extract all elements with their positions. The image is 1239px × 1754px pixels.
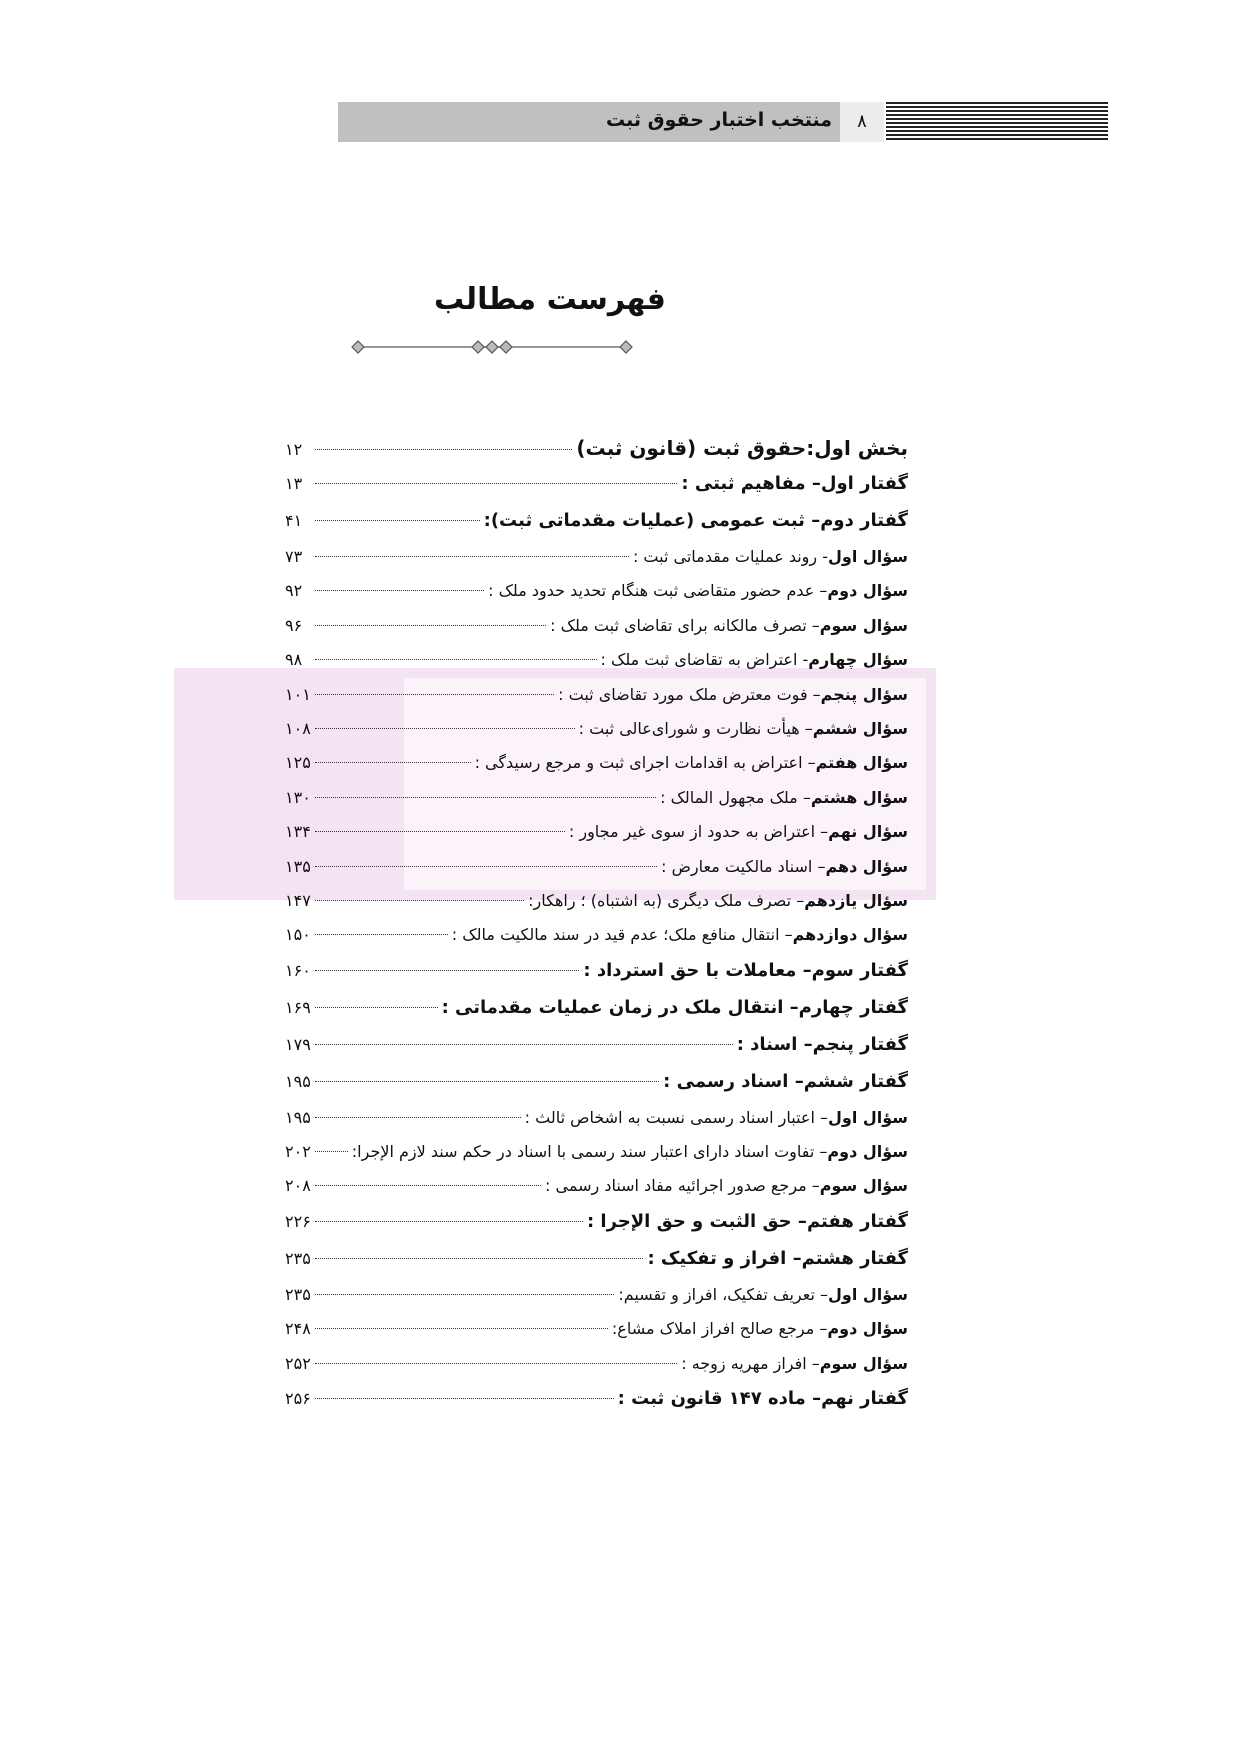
- toc-entry[interactable]: [285, 1319, 908, 1353]
- toc-entry[interactable]: [285, 510, 908, 547]
- entry-title: – افراز و تفکیک :: [647, 1247, 802, 1269]
- entry-title: – انتقال منافع ملک؛ عدم قید در سند مالکیت مالک :: [451, 925, 793, 945]
- entry-page-number: ۱۳: [285, 474, 303, 493]
- toc-entry[interactable]: [285, 1071, 908, 1108]
- toc-entry[interactable]: [285, 788, 908, 822]
- toc-entry[interactable]: [285, 1211, 908, 1248]
- leader-dots: [315, 1007, 438, 1008]
- toc-entry[interactable]: [285, 891, 908, 925]
- toc-entry[interactable]: [285, 1176, 908, 1210]
- toc-entry[interactable]: [285, 719, 908, 753]
- entry-page-number: ۱۹۵: [285, 1071, 311, 1091]
- leader-dots: [315, 1117, 521, 1118]
- entry-lead: سؤال هشتم: [810, 787, 908, 807]
- entry-page-number: ۱۶۰: [285, 960, 311, 980]
- leader-dots: [315, 900, 524, 901]
- entry-title: – مرجع صدور اجرائیه مفاد اسناد رسمی :: [545, 1176, 820, 1196]
- leader-dots: [315, 1221, 583, 1222]
- leader-dots: [315, 520, 480, 521]
- entry-lead: سؤال یازدهم: [804, 890, 908, 910]
- entry-page-number: ۷۳: [285, 547, 303, 566]
- entry-page-number: ۱۰۸: [285, 718, 311, 738]
- entry-page-number: ۱۲۵: [285, 753, 311, 773]
- entry-title: حقوق ثبت (قانون ثبت): [576, 436, 807, 460]
- entry-lead: گفتار چهارم: [798, 996, 908, 1018]
- entry-page-number: ۲۵۶: [285, 1389, 311, 1409]
- entry-lead: گفتار دوم: [820, 510, 908, 531]
- leader-dots: [315, 483, 677, 484]
- leader-dots: [315, 659, 597, 660]
- entry-title: – اعتراض به حدود از سوی غیر مجاور :: [568, 822, 829, 842]
- entry-page-number: ۱۹۵: [285, 1107, 311, 1127]
- leader-dots: [315, 556, 629, 557]
- page-number: ۸: [840, 102, 884, 142]
- toc-entry[interactable]: [285, 1142, 908, 1176]
- entry-page-number: ۱۷۹: [285, 1034, 311, 1054]
- toc-entry[interactable]: [285, 822, 908, 856]
- toc-entry[interactable]: [285, 1285, 908, 1319]
- toc-entry[interactable]: [285, 473, 908, 510]
- leader-dots: [315, 728, 575, 729]
- entry-title: – تصرف مالکانه برای تقاضای ثبت ملک :: [550, 615, 820, 635]
- entry-lead: سؤال پنجم: [820, 684, 908, 704]
- entry-title: – اسناد رسمی :: [663, 1070, 804, 1092]
- leader-dots: [315, 1328, 608, 1329]
- entry-lead: سؤال دوم: [827, 581, 908, 601]
- entry-page-number: ۱۳۴: [285, 822, 311, 842]
- toc-entry[interactable]: [285, 685, 908, 719]
- toc-entry[interactable]: [285, 960, 908, 997]
- entry-lead: گفتار نهم: [821, 1388, 908, 1410]
- entry-lead: سؤال چهارم: [808, 650, 908, 670]
- leader-dots: [315, 970, 579, 971]
- entry-title: – تعریف تفکیک، افراز و تقسیم:: [618, 1284, 828, 1304]
- entry-lead: سؤال دهم: [825, 856, 908, 876]
- entry-title: - روند عملیات مقدماتی ثبت :: [632, 547, 828, 566]
- entry-page-number: ۹۸: [285, 650, 303, 670]
- toc-entry[interactable]: [285, 616, 908, 650]
- entry-page-number: ۲۲۶: [285, 1211, 311, 1231]
- header-stripes-decoration: [886, 102, 1108, 142]
- entry-title: – فوت معترض ملک مورد تقاضای ثبت :: [558, 684, 821, 704]
- leader-dots: [315, 1185, 541, 1186]
- leader-dots: [315, 1398, 614, 1399]
- leader-dots: [315, 1363, 677, 1364]
- toc-entry[interactable]: [285, 1388, 908, 1425]
- toc-entry[interactable]: [285, 1034, 908, 1071]
- leader-dots: [315, 694, 554, 695]
- leader-dots: [315, 831, 565, 832]
- entry-page-number: ۱۶۹: [285, 997, 311, 1017]
- toc-entry[interactable]: [285, 1248, 908, 1285]
- entry-lead: گفتار پنجم: [812, 1033, 908, 1055]
- entry-page-number: ۲۴۸: [285, 1319, 311, 1339]
- entry-page-number: ۲۰۲: [285, 1142, 311, 1162]
- entry-title: – هیأت نظارت و شورای‌عالی ثبت :: [578, 718, 813, 738]
- entry-page-number: ۱۵۰: [285, 925, 311, 945]
- toc-entry[interactable]: [285, 436, 908, 473]
- leader-dots: [315, 449, 572, 450]
- entry-lead: سؤال ششم: [812, 718, 908, 738]
- entry-title: – عدم حضور متقاضی ثبت هنگام تحدید حدود ملک :: [488, 581, 828, 601]
- table-of-contents: [285, 436, 908, 1425]
- leader-dots: [315, 1044, 733, 1045]
- toc-entry[interactable]: [285, 1354, 908, 1388]
- title-ornament-divider: [350, 336, 640, 358]
- entry-page-number: ۱۲: [285, 440, 303, 459]
- running-header-bar: [338, 102, 840, 142]
- entry-page-number: ۲۰۸: [285, 1176, 311, 1196]
- toc-entry[interactable]: [285, 581, 908, 615]
- entry-lead: سؤال دوم: [827, 1142, 908, 1162]
- book-title: منتخب اختبار حقوق ثبت: [606, 109, 832, 131]
- toc-entry[interactable]: [285, 925, 908, 959]
- entry-title: – افراز مهریه زوجه :: [681, 1353, 820, 1373]
- entry-lead: گفتار سوم: [811, 959, 908, 981]
- entry-title: – ماده ۱۴۷ قانون ثبت :: [617, 1388, 822, 1410]
- entry-lead: سؤال سوم: [819, 1176, 908, 1196]
- entry-page-number: ۲۵۲: [285, 1353, 311, 1373]
- entry-page-number: ۱۳۰: [285, 787, 311, 807]
- leader-dots: [315, 1151, 348, 1152]
- leader-dots: [315, 590, 484, 591]
- entry-page-number: ۹۶: [285, 615, 303, 635]
- entry-title: – انتقال ملک در زمان عملیات مقدماتی :: [441, 996, 799, 1018]
- entry-title: – تفاوت اسناد دارای اعتبار سند رسمی با اسناد در حکم سند لازم الإجرا:: [351, 1142, 828, 1162]
- page-title: فهرست مطالب: [434, 282, 666, 317]
- entry-lead: سؤال دوم: [827, 1319, 908, 1339]
- entry-title: – اسناد :: [736, 1033, 813, 1055]
- entry-page-number: ۲۳۵: [285, 1284, 311, 1304]
- entry-page-number: ۲۳۵: [285, 1248, 311, 1268]
- entry-title: – مفاهیم ثبتی :: [681, 473, 821, 494]
- toc-entry[interactable]: [285, 547, 908, 581]
- entry-page-number: ۱۳۵: [285, 856, 311, 876]
- entry-title: - اعتراض به تقاضای ثبت ملک :: [600, 650, 809, 670]
- entry-lead: سؤال سوم: [819, 1353, 908, 1373]
- leader-dots: [315, 1081, 659, 1082]
- entry-title: – حق الثبت و حق الإجرا :: [586, 1210, 807, 1232]
- entry-lead: سؤال اول: [827, 547, 908, 566]
- entry-title: – ثبت عمومی (عملیات مقدماتی ثبت):: [483, 510, 821, 531]
- leader-dots: [315, 797, 656, 798]
- entry-title: – تصرف ملک دیگری (به اشتباه) ؛ راهکار:: [528, 890, 805, 910]
- leader-dots: [315, 934, 448, 935]
- entry-lead: سؤال نهم: [828, 822, 908, 842]
- entry-title: – اعتراض به اقدامات اجرای ثبت و مرجع رسیدگی :: [474, 753, 816, 773]
- entry-title: – اعتبار اسناد رسمی نسبت به اشخاص ثالث :: [524, 1107, 828, 1127]
- entry-page-number: ۹۲: [285, 581, 303, 601]
- entry-lead: سؤال اول: [827, 1284, 908, 1304]
- entry-page-number: ۱۴۷: [285, 890, 311, 910]
- leader-dots: [315, 762, 471, 763]
- entry-title: – اسناد مالکیت معارض :: [661, 856, 826, 876]
- leader-dots: [315, 625, 546, 626]
- entry-page-number: ۴۱: [285, 511, 303, 530]
- toc-entry[interactable]: [285, 650, 908, 684]
- entry-lead: سؤال اول: [827, 1107, 908, 1127]
- leader-dots: [315, 1294, 614, 1295]
- entry-lead: گفتار اول: [820, 473, 908, 494]
- entry-title: – معاملات با حق استرداد :: [583, 959, 812, 981]
- toc-entry[interactable]: [285, 1108, 908, 1142]
- toc-entry[interactable]: [285, 753, 908, 787]
- entry-lead: گفتار ششم: [803, 1070, 908, 1092]
- entry-lead: گفتار هشتم: [801, 1247, 908, 1269]
- entry-lead: سؤال دوازدهم: [792, 925, 908, 945]
- leader-dots: [315, 866, 657, 867]
- entry-page-number: ۱۰۱: [285, 684, 311, 704]
- entry-title: – ملک مجهول المالک :: [660, 787, 811, 807]
- entry-title: – مرجع صالح افراز املاک مشاع:: [611, 1319, 828, 1339]
- entry-lead: بخش اول:: [806, 436, 908, 460]
- leader-dots: [315, 1258, 643, 1259]
- toc-entry[interactable]: [285, 857, 908, 891]
- toc-entry[interactable]: [285, 997, 908, 1034]
- entry-lead: سؤال هفتم: [815, 753, 908, 773]
- entry-lead: گفتار هفتم: [806, 1210, 908, 1232]
- entry-lead: سؤال سوم: [819, 615, 908, 635]
